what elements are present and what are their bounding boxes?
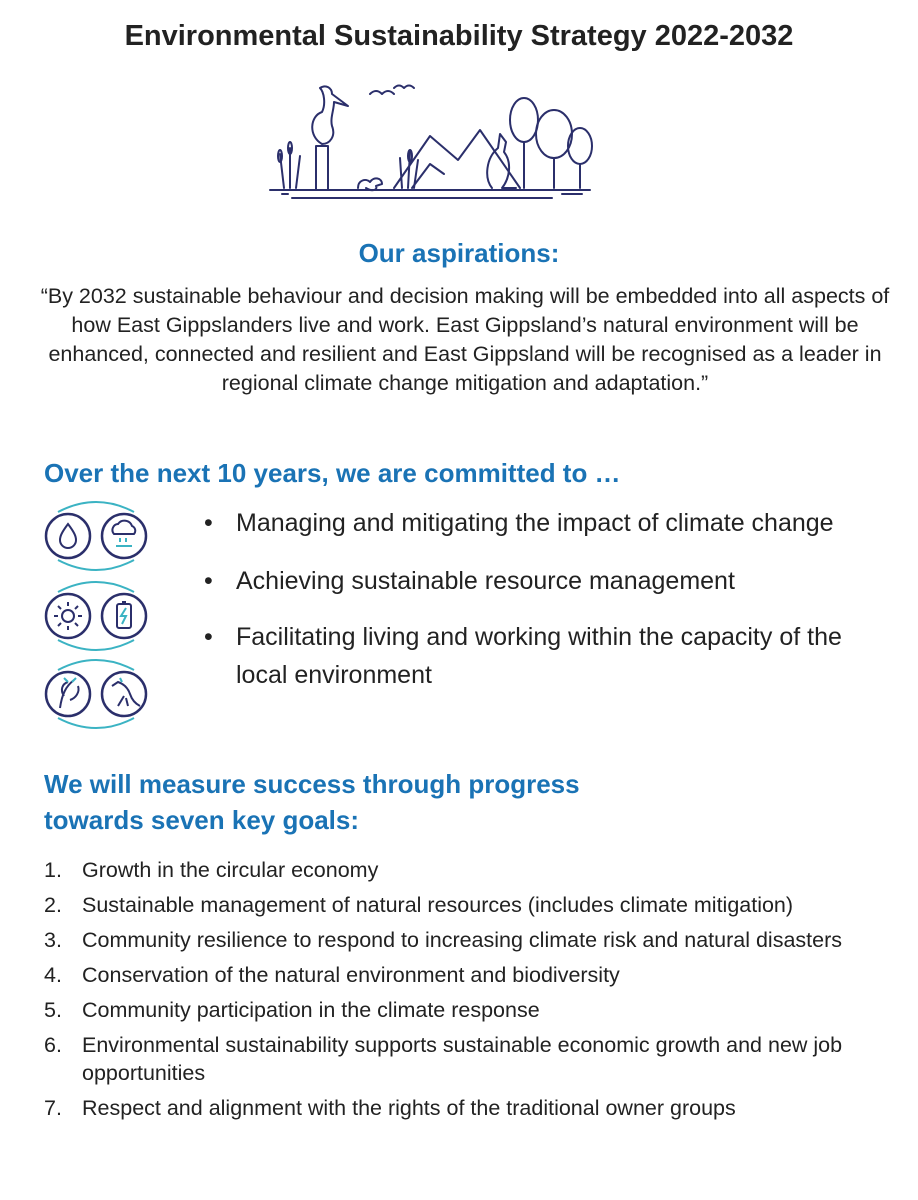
water-drop-icon bbox=[46, 514, 90, 558]
goal-number: 1. bbox=[44, 858, 62, 882]
goal-text: Community participation in the climate response bbox=[82, 998, 540, 1022]
goal-number: 6. bbox=[44, 1033, 62, 1057]
sun-icon bbox=[46, 594, 90, 638]
aspirations-heading: Our aspirations: bbox=[358, 238, 560, 268]
goal-number: 4. bbox=[44, 963, 62, 987]
goals-heading-line1: We will measure success through progress bbox=[44, 769, 580, 799]
kangaroo-icon bbox=[102, 672, 146, 716]
goal-item bbox=[44, 1094, 894, 1122]
goal-text: Sustainable management of natural resources (includes climate mitigation) bbox=[82, 893, 794, 917]
goal-number: 2. bbox=[44, 893, 62, 917]
gum-leaf-icon bbox=[46, 672, 90, 716]
goal-number: 7. bbox=[44, 1096, 62, 1120]
commitment-item: • Facilitating living and working within the capacity of the local environment bbox=[200, 618, 900, 694]
goal-item bbox=[44, 961, 894, 989]
goal-item bbox=[44, 891, 894, 919]
goals-heading bbox=[44, 766, 580, 838]
page-title: Environmental Sustainability Strategy 2022-2032 bbox=[124, 20, 794, 52]
goal-text: Environmental sustainability supports sustainable economic growth and new job opportunities bbox=[82, 1033, 843, 1085]
goal-item bbox=[44, 856, 894, 884]
goal-text: Community resilience to respond to increasing climate risk and natural disasters bbox=[82, 928, 843, 952]
commitments-list bbox=[200, 504, 900, 694]
aspirations-quote: “By 2032 sustainable behaviour and decision making will be embedded into all aspects of how East Gippslanders live and work. East Gippsland’s natural environment will be enhanced, connected and resilient and East Gippsland will be recognised as a leader in regional climate change mitigation and adaptation.” bbox=[40, 284, 890, 395]
goal-item bbox=[44, 996, 894, 1024]
goal-text: Growth in the circular economy bbox=[82, 858, 379, 882]
goals-list bbox=[44, 856, 894, 1122]
goal-item bbox=[44, 926, 894, 954]
battery-icon bbox=[102, 594, 146, 638]
goal-text: Respect and alignment with the rights of the traditional owner groups bbox=[82, 1096, 736, 1120]
goals-heading-line2: towards seven key goals: bbox=[44, 805, 360, 835]
rain-cloud-icon bbox=[102, 514, 146, 558]
commitment-item: • Managing and mitigating the impact of climate change bbox=[200, 504, 900, 542]
commitment-item: • Achieving sustainable resource management bbox=[200, 562, 900, 600]
commitments-heading: Over the next 10 years, we are committed to … bbox=[44, 458, 621, 488]
climate-icon-pair bbox=[40, 498, 152, 574]
goal-text: Conservation of the natural environment and biodiversity bbox=[82, 963, 620, 987]
goal-number: 3. bbox=[44, 928, 62, 952]
environment-icon-pair bbox=[40, 656, 152, 732]
resource-icon-pair bbox=[40, 578, 152, 654]
goal-item bbox=[44, 1031, 894, 1087]
landscape-illustration bbox=[262, 76, 598, 206]
goal-number: 5. bbox=[44, 998, 62, 1022]
